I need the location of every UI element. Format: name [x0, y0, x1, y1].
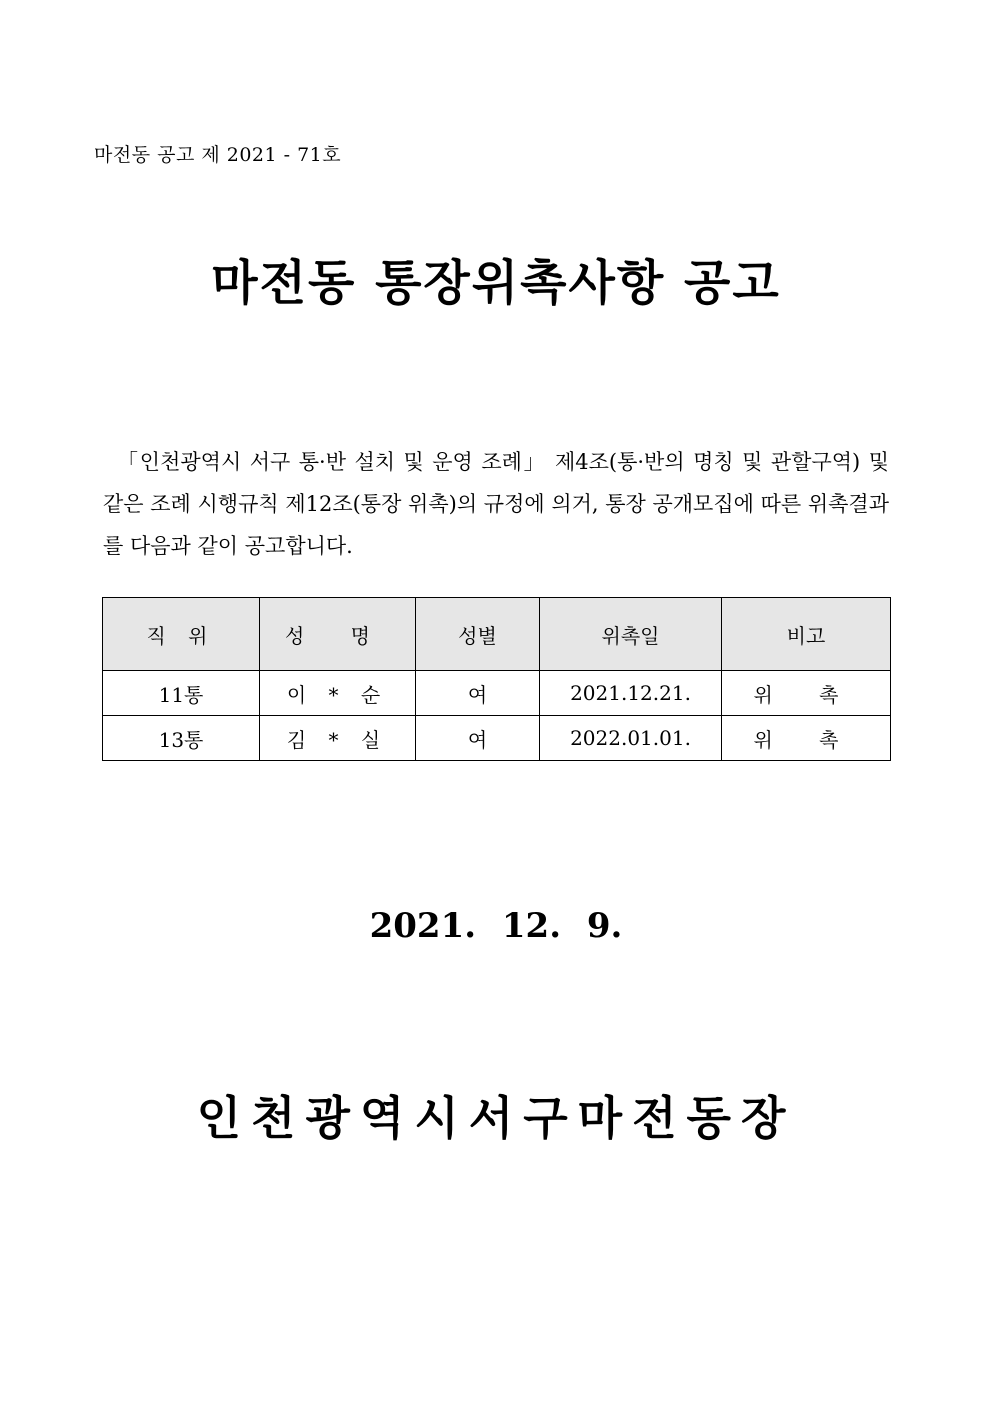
header-appointment-date: 위촉일	[540, 598, 722, 671]
cell-gender: 여	[416, 716, 540, 761]
table-row	[103, 671, 891, 716]
cell-appointment-date: 2021.12.21.	[540, 671, 722, 716]
cell-name: 이 * 순	[260, 671, 416, 716]
header-position: 직 위	[103, 598, 260, 671]
appointment-table	[102, 597, 891, 761]
notice-date: 2021. 12. 9.	[369, 906, 623, 946]
table-header-row	[103, 598, 891, 671]
cell-remarks: 위 촉	[722, 716, 891, 761]
cell-position: 13통	[103, 716, 260, 761]
cell-gender: 여	[416, 671, 540, 716]
header-remarks: 비고	[722, 598, 891, 671]
notice-body: 「인천광역시 서구 통·반 설치 및 운영 조례」 제4조(통·반의 명칭 및 관할구역) 및 같은 조례 시행규칙 제12조(통장 위촉)의 규정에 의거, 통장 공개모집에 따른 위촉결과를 다음과 같이 공고합니다.	[103, 450, 889, 558]
issuer-name: 인천광역시서구마전동장	[196, 1091, 796, 1145]
cell-remarks: 위 촉	[722, 671, 891, 716]
page-title: 마전동 통장위촉사항 공고	[211, 255, 781, 311]
cell-position: 11통	[103, 671, 260, 716]
cell-appointment-date: 2022.01.01.	[540, 716, 722, 761]
header-gender: 성별	[416, 598, 540, 671]
table-row	[103, 716, 891, 761]
cell-name: 김 * 실	[260, 716, 416, 761]
notice-number: 마전동 공고 제 2021 - 71호	[94, 144, 342, 166]
header-name: 성 명	[260, 598, 416, 671]
